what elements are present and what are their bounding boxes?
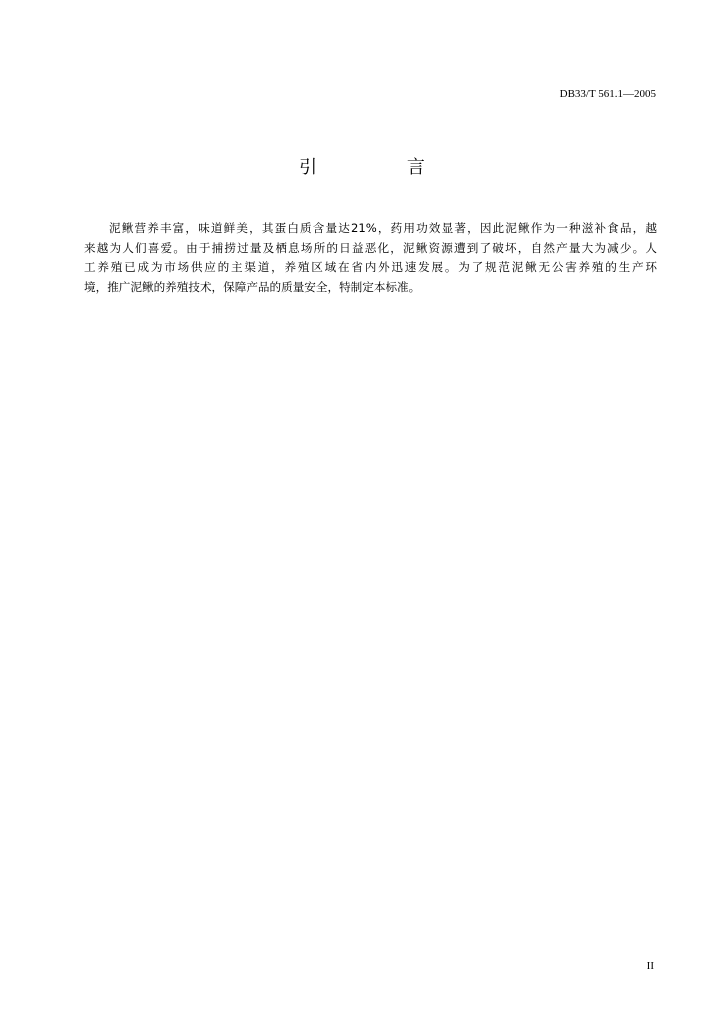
page-title: 引 言 xyxy=(299,157,467,178)
paragraph-line: 来越为人们喜爱。由于捕捞过量及栖息场所的日益恶化，泥鳅资源遭到了破坏，自然产量大为减少。人 xyxy=(84,240,657,255)
page-number: II xyxy=(646,960,654,972)
paragraph-line: 境，推广泥鳅的养殖技术，保障产品的质量安全，特制定本标准。 xyxy=(84,279,421,294)
paragraph-line: 工养殖已成为市场供应的主渠道，养殖区域在省内外迅速发展。为了规范泥鳅无公害养殖的生产环 xyxy=(84,260,657,274)
paragraph-line: 泥鳅营养丰富，味道鲜美，其蛋白质含量达21%，药用功效显著，因此泥鳅作为一种滋补食品，越 xyxy=(109,221,657,235)
standard-code: DB33/T 561.1—2005 xyxy=(559,88,656,100)
introduction-paragraph xyxy=(84,219,657,297)
